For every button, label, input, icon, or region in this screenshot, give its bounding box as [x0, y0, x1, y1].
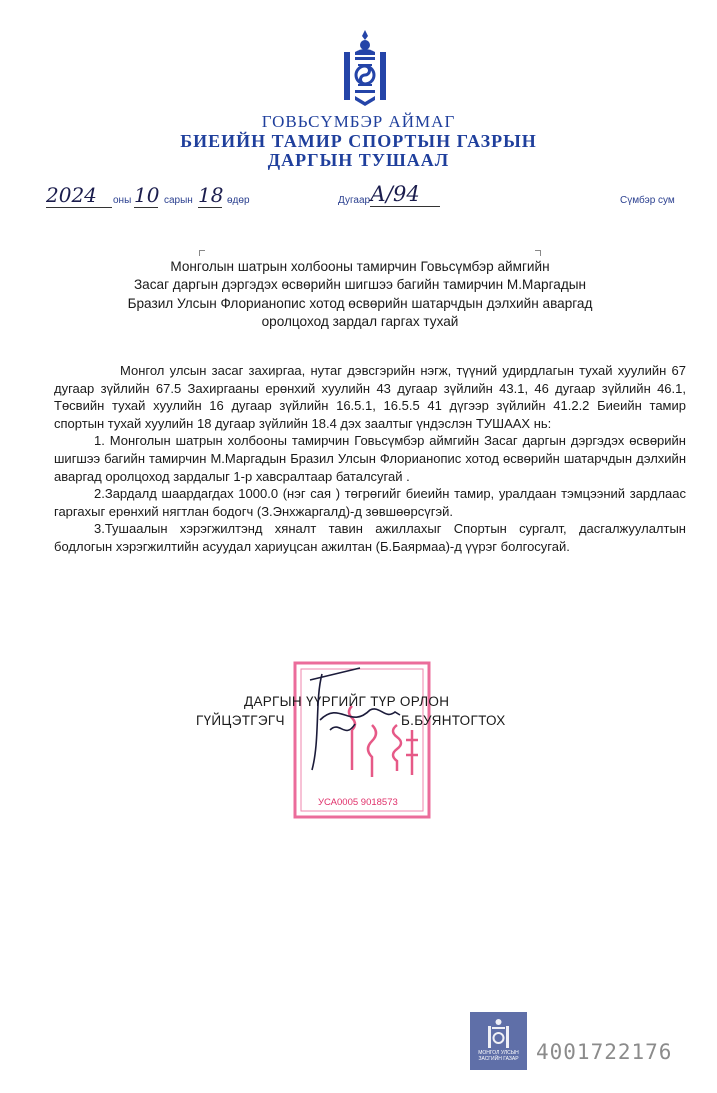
date-day: 18	[198, 183, 224, 207]
year-suffix: оны	[113, 195, 132, 206]
month-suffix: сарын	[164, 195, 193, 206]
order-title	[95, 258, 625, 331]
place-name: Сүмбэр сум	[620, 195, 675, 206]
title-line-3: Бразил Улсын Флорианопис хотод өсвөрийн шатарчдын дэлхийн аваргад	[127, 295, 593, 311]
title-line-1: Монголын шатрын холбооны тамирчин Говьсүмбэр аймгийн	[170, 259, 550, 274]
order-body	[54, 362, 686, 556]
government-logo-text	[470, 1050, 527, 1062]
order-number: А/94	[370, 182, 440, 207]
day-suffix: өдөр	[227, 195, 250, 206]
date-month: 10	[134, 183, 160, 207]
title-corner-left	[199, 250, 205, 256]
number-label: Дугаар	[338, 195, 371, 206]
document-serial-number: 4001722176	[536, 1040, 673, 1064]
stamp-serial: УСА0005 9018573	[318, 797, 398, 808]
title-corner-right	[535, 250, 541, 256]
order-item-3: 3.Тушаалын хэрэгжилтэнд хяналт тавин ажиллахыг Спортын сургалт, дасгалжуулалтын бодлогын хэрэгжилтийн асуудал хариуцсан ажилтан (Б.Баярмаа)-д үүрэг болгосугай.	[54, 521, 686, 554]
date-year: 2024	[46, 183, 112, 208]
logo-text-line-2: ЗАСГИЙН ГАЗАР	[478, 1056, 519, 1062]
government-emblem-icon	[470, 1012, 527, 1052]
aimag-name: ГОВЬСҮМБЭР АЙМАГ	[261, 112, 456, 131]
title-line-4: оролцоход зардал гаргах тухай	[261, 313, 459, 329]
handwritten-signature	[300, 660, 420, 780]
signatory-title-line-2: ГҮЙЦЭТГЭГЧ	[196, 713, 285, 728]
preamble-paragraph: Монгол улсын засаг захиргаа, нутаг дэвсгэрийн нэгж, түүний удирдлагын тухай хуулийн 67 дугаар зүйлийн 67.5 Захиргааны ерөнхий хуулийн 43 дугаар зүйлийн 43.1, 46 дугаар зүйлийн 46.1, Төсвийн тухай хуулийн 16 дугаар зүйлийн 16.5.1, 16.5.5 41 дүгээр зүйлийн 41.2.2 Биеийн тамир спортын тухай хуулийн 18 дугаар зүйлийн 18.4 дэх заалтыг үндэслэн ТУШААХ нь:	[54, 363, 686, 431]
title-line-2: Засаг даргын дэргэдэх өсвөрийн шигшээ багийн тамирчин М.Маргадын	[133, 277, 587, 293]
document-type: ДАРГЫН ТУШААЛ	[267, 150, 450, 170]
logo-text-line-1: МОНГОЛ УЛСЫН	[478, 1050, 519, 1056]
agency-name: БИЕИЙН ТАМИР СПОРТЫН ГАЗРЫН	[180, 131, 537, 151]
signatory-name: Б.БУЯНТОГТОХ	[401, 713, 506, 728]
order-item-2: 2.Зардалд шаардагдах 1000.0 (нэг сая ) төгрөгийг биеийн тамир, уралдаан тэмцээний зардлаас гаргахыг ерөнхий нягтлан бодогч (З.Энхжаргалд)-д зөвшөөрсүгэй.	[54, 486, 686, 519]
order-item-1: 1. Монголын шатрын холбооны тамирчин Говьсүмбэр аймгийн Засаг даргын дэргэдэх өсвөрийн шигшээ багийн тамирчин М.Маргадын Бразил Улсын Флорианопис хотод өсвөрийн шатарчдын дэлхийн аваргад оролцоход зардалыг 1-р хавсралтаар баталсугай .	[54, 433, 686, 484]
soyombo-emblem-icon	[341, 30, 389, 110]
signatory-title-line-1: ДАРГЫН ҮҮРГИЙГ ТҮР ОРЛОН	[244, 694, 450, 709]
